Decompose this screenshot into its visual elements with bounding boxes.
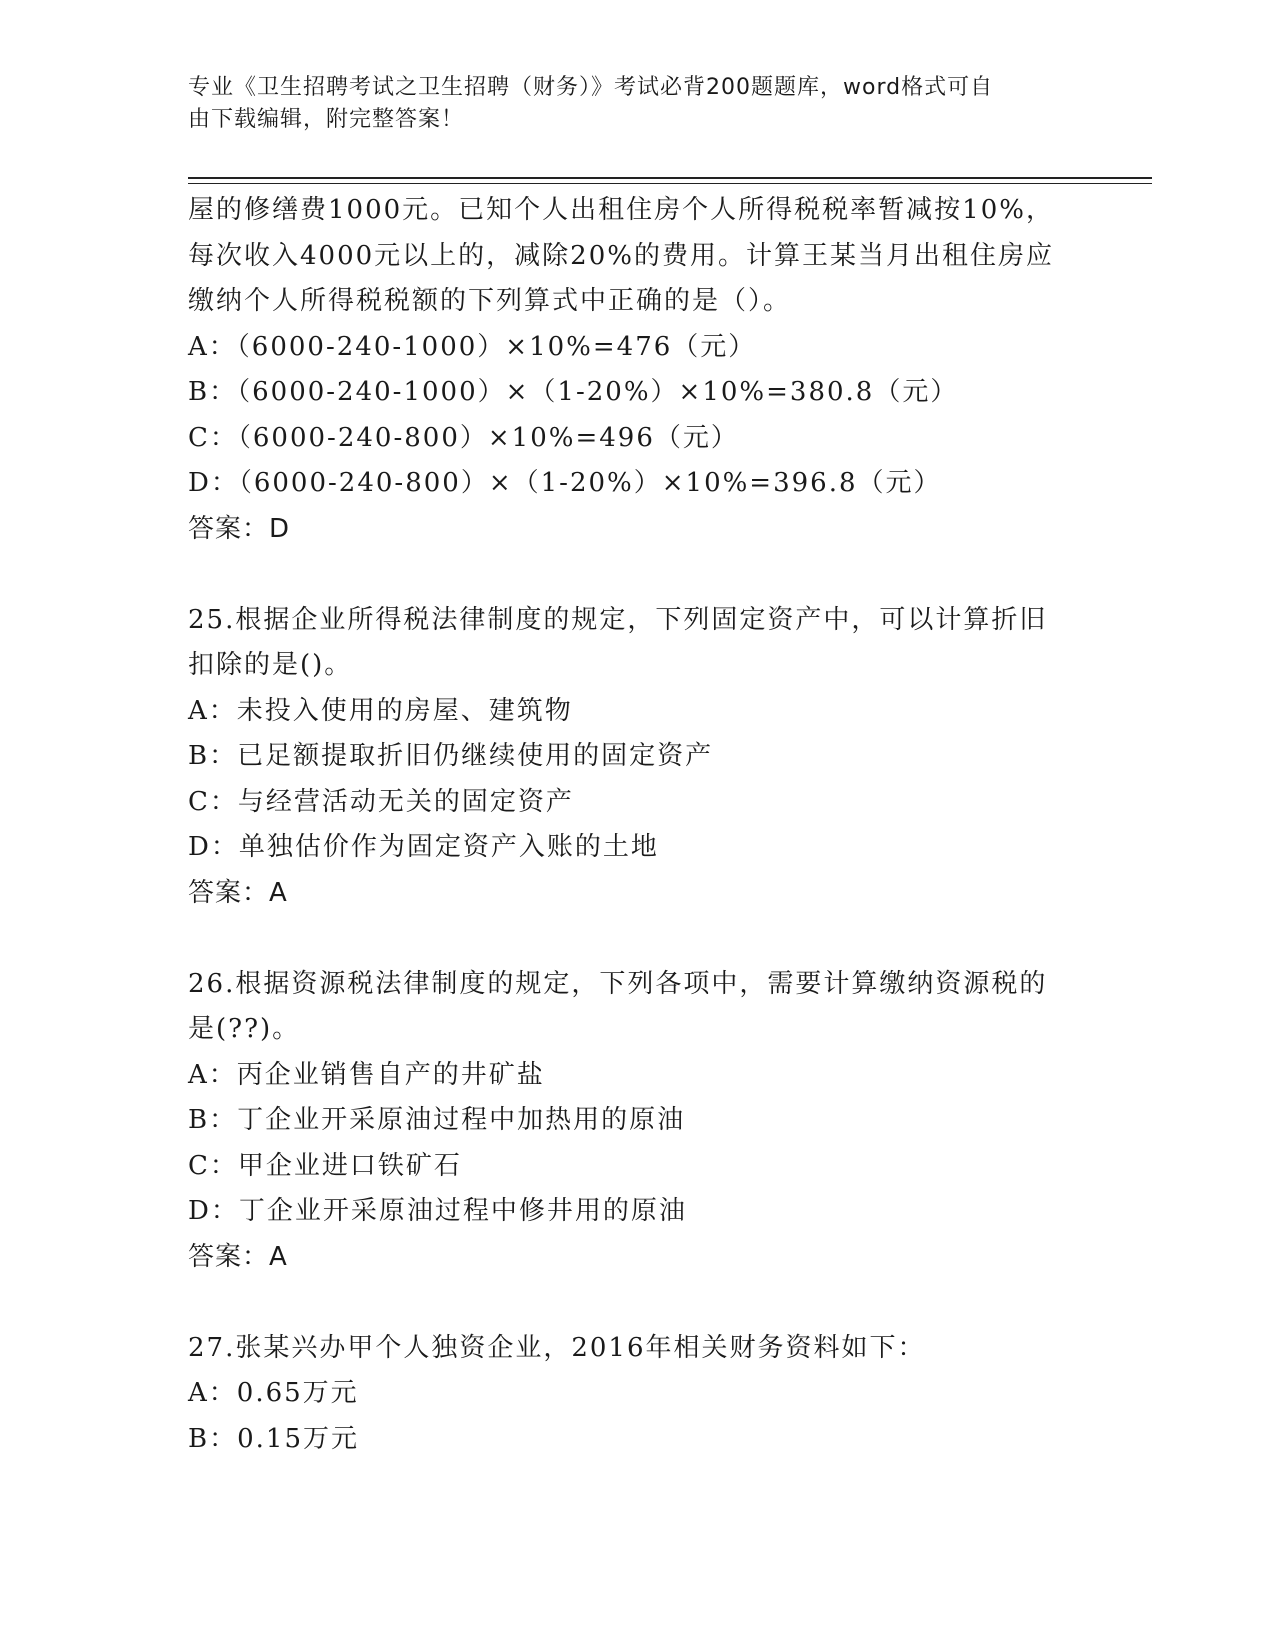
- question-text-line: 26.根据资源税法律制度的规定，下列各项中，需要计算缴纳资源税的: [188, 968, 1048, 999]
- option-b: B：已足额提取折旧仍继续使用的固定资产: [188, 741, 714, 771]
- option-c: C：（6000-240-800）×10%=496（元）: [188, 422, 739, 453]
- header-divider-thin: [188, 183, 1152, 184]
- question-text-line: 屋的修缮费1000元。已知个人出租住房个人所得税税率暂减按10%，: [188, 195, 1054, 225]
- answer: 答案：A: [188, 1241, 288, 1272]
- spacer: [188, 1280, 1108, 1326]
- question-25: [188, 598, 1108, 917]
- option-a: A：丙企业销售自产的井矿盐: [188, 1059, 545, 1090]
- question-text-line: 是(??)。: [188, 1014, 301, 1044]
- page-header: [188, 72, 1068, 136]
- question-26: [188, 962, 1108, 1281]
- option-b: B：丁企业开采原油过程中加热用的原油: [188, 1105, 686, 1135]
- header-line-1: 专业《卫生招聘考试之卫生招聘（财务）》考试必背200题题库，word格式可自: [188, 75, 994, 100]
- option-a: A：未投入使用的房屋、建筑物: [188, 695, 573, 726]
- question-text-line: 缴纳个人所得税税额的下列算式中正确的是（）。: [188, 286, 792, 316]
- answer: 答案：D: [188, 513, 291, 544]
- option-d: D：（6000-240-800）×（1-20%）×10%=396.8（元）: [188, 468, 942, 498]
- question-list: [188, 188, 1108, 1462]
- spacer: [188, 552, 1108, 598]
- question-text-line: 每次收入4000元以上的，减除20%的费用。计算王某当月出租住房应: [188, 240, 1054, 271]
- answer: 答案：A: [188, 877, 288, 908]
- option-b: B：（6000-240-1000）×（1-20%）×10%=380.8（元）: [188, 377, 959, 407]
- question-text-line: 25.根据企业所得税法律制度的规定，下列固定资产中，可以计算折旧: [188, 604, 1048, 635]
- option-c: C：甲企业进口铁矿石: [188, 1150, 462, 1181]
- question-text-line: 扣除的是()。: [188, 650, 353, 680]
- header-line-2: 由下载编辑，附完整答案！: [188, 107, 465, 132]
- option-a: A：（6000-240-1000）×10%=476（元）: [188, 331, 757, 362]
- option-d: D：单独估价作为固定资产入账的土地: [188, 832, 659, 862]
- question-24: [188, 188, 1108, 552]
- option-a: A：0.65万元: [188, 1378, 359, 1408]
- spacer: [188, 916, 1108, 962]
- question-text-line: 27.张某兴办甲个人独资企业，2016年相关财务资料如下：: [188, 1332, 926, 1363]
- option-c: C：与经营活动无关的固定资产: [188, 786, 574, 817]
- option-b: B：0.15万元: [188, 1423, 359, 1454]
- option-d: D：丁企业开采原油过程中修井用的原油: [188, 1196, 687, 1226]
- header-divider-thick: [188, 177, 1152, 179]
- question-27: [188, 1326, 1108, 1463]
